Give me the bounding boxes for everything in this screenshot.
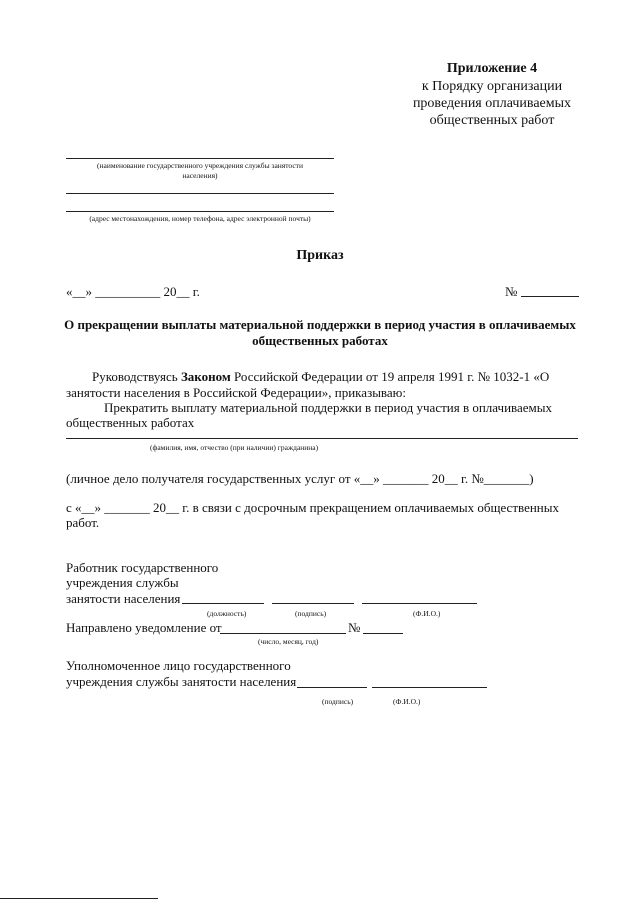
org-name-line-2 <box>66 193 334 194</box>
worker-line-1: Работник государственного <box>66 560 219 575</box>
authorized-line-1: Уполномоченное лицо государственного <box>66 658 291 673</box>
worker-fio-line <box>362 603 477 604</box>
notice-number-label: № <box>348 620 361 635</box>
caption-fio-2: (Ф.И.О.) <box>393 697 421 706</box>
org-caption-2: населения) <box>182 171 218 180</box>
order-subject-1: О прекращении выплаты материальной поддержки в период участия в оплачиваемых <box>64 317 576 332</box>
order-number-line <box>521 296 579 297</box>
citizen-fio-line <box>66 438 578 439</box>
worker-line-2: учреждения службы <box>66 575 179 590</box>
worker-line-3: занятости населения <box>66 591 181 606</box>
caption-signature: (подпись) <box>295 609 327 618</box>
footnote-separator <box>0 898 158 899</box>
notice-label: Направлено уведомление от <box>66 620 222 635</box>
notice-date-line <box>220 633 346 634</box>
appendix-line-1: к Порядку организации <box>421 79 563 94</box>
address-caption: (адрес местонахождения, номер телефона, адрес электронной почты) <box>89 214 311 223</box>
since-date-line-2: работ. <box>66 515 100 530</box>
address-line <box>66 211 334 212</box>
body-paragraph-2-line-1: Прекратить выплату материальной поддержки в период участия в оплачиваемых <box>104 400 552 415</box>
org-name-line <box>66 158 334 159</box>
body-paragraph-1-line-2: занятости населения в Российской Федерации», приказываю: <box>66 385 406 400</box>
case-reference: (личное дело получателя государственных услуг от «__» _______ 20__ г. №_______) <box>66 471 534 486</box>
caption-position: (должность) <box>207 609 247 618</box>
authorized-fio-line <box>372 687 487 688</box>
body-paragraph-2-line-2: общественных работах <box>66 415 195 430</box>
order-date: «__» __________ 20__ г. <box>66 284 200 299</box>
appendix-line-3: общественных работ <box>429 113 555 128</box>
caption-signature-2: (подпись) <box>322 697 354 706</box>
caption-fio: (Ф.И.О.) <box>413 609 441 618</box>
caption-date: (число, месяц, год) <box>258 637 319 646</box>
authorized-signature-line <box>297 687 367 688</box>
order-subject-2: общественных работах <box>252 333 388 348</box>
authorized-line-2: учреждения службы занятости населения <box>66 674 297 689</box>
law-reference: Законом <box>180 369 231 384</box>
worker-signature-line <box>272 603 354 604</box>
order-number-label: № <box>505 284 518 299</box>
citizen-fio-caption: (фамилия, имя, отчество (при наличии) гражданина) <box>150 443 319 452</box>
notice-number-line <box>363 633 403 634</box>
worker-position-line <box>182 603 264 604</box>
since-date-line-1: с «__» _______ 20__ г. в связи с досрочным прекращением оплачиваемых общественных <box>66 500 559 515</box>
order-title: Приказ <box>296 248 344 263</box>
appendix-line-2: проведения оплачиваемых <box>412 96 572 111</box>
org-caption-1: (наименование государственного учреждения службы занятости <box>97 161 303 170</box>
appendix-title: Приложение 4 <box>446 61 538 76</box>
body-paragraph-1-line-1: Руководствуясь Законом Российской Федерации от 19 апреля 1991 г. № 1032-1 «О <box>92 369 550 384</box>
